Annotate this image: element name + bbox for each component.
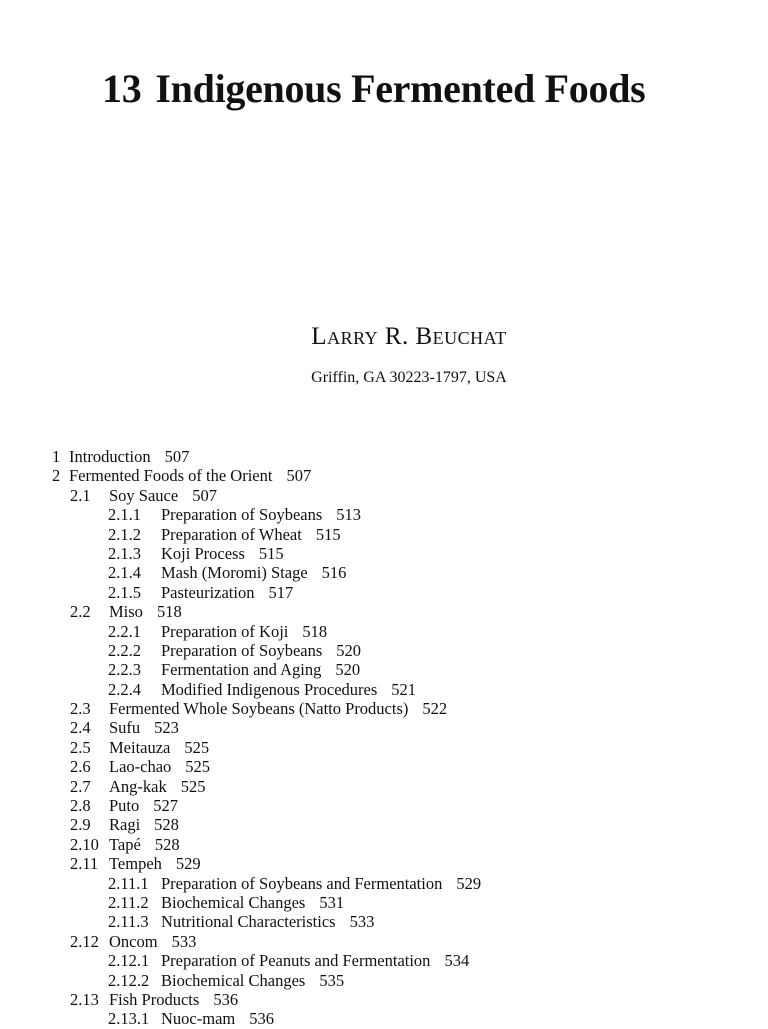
toc-entry-title-text: Preparation of Peanuts and Fermentation <box>161 951 431 971</box>
toc-entry-number: 2.1.1 <box>108 505 141 525</box>
toc-entry-number: 2.8 <box>70 796 91 816</box>
toc-entry-title <box>69 447 189 466</box>
toc-entry-title-text: Preparation of Soybeans <box>161 640 323 660</box>
toc-entry-title-text: Biochemical Changes <box>161 892 306 912</box>
toc-entry <box>0 505 768 524</box>
toc-entry-title <box>161 660 360 679</box>
chapter-title-text: Indigenous Fermented Foods <box>155 65 646 111</box>
toc-entry-number: 2.2.4 <box>108 679 141 699</box>
toc-entry <box>0 932 768 951</box>
toc-entry-number: 2.2.3 <box>108 660 141 680</box>
toc-entry-page: 518 <box>156 602 182 622</box>
author-affiliation: Griffin, GA 30223-1797, USA <box>311 369 507 386</box>
toc-entry-number: 2.3 <box>70 699 91 719</box>
toc-entry-title-text: Preparation of Soybeans <box>161 505 323 525</box>
toc-entry-number: 2.1.5 <box>108 582 141 602</box>
toc-entry-title <box>161 505 361 524</box>
toc-entry <box>0 641 768 660</box>
toc-entry-title <box>109 777 205 796</box>
toc-entry-title-text: Soy Sauce <box>109 485 179 505</box>
toc-entry-number: 2.11 <box>70 854 99 874</box>
toc-entry-title <box>161 874 481 893</box>
toc-entry-title-text: Koji Process <box>161 543 245 563</box>
toc-entry-page: 528 <box>154 815 179 835</box>
toc-entry-title-text: Tapé <box>109 834 141 854</box>
toc-entry-title-text: Pasteurization <box>161 582 255 602</box>
toc-entry <box>0 990 768 1009</box>
toc-entry-title <box>161 893 344 912</box>
toc-entry-title <box>109 815 179 834</box>
toc-entry-title-text: Introduction <box>69 447 151 466</box>
toc-entry-title-text: Modified Indigenous Procedures <box>161 679 378 699</box>
toc-entry-number: 2.2.1 <box>108 621 141 641</box>
toc-entry-page: 536 <box>213 989 239 1009</box>
toc-entry <box>0 777 768 796</box>
toc-entry-page: 536 <box>249 1009 274 1029</box>
toc-entry-title <box>109 835 180 854</box>
toc-entry-number: 2.9 <box>70 815 91 835</box>
toc-entry <box>0 525 768 544</box>
toc-entry <box>0 815 768 834</box>
toc-entry-title-text: Biochemical Changes <box>161 970 306 990</box>
toc-entry-page: 507 <box>164 447 190 466</box>
table-of-contents <box>0 447 768 1029</box>
toc-entry-title-text: Meitauza <box>109 737 171 757</box>
toc-entry-title <box>161 971 344 990</box>
toc-entry-title-text: Preparation of Wheat <box>161 524 302 544</box>
toc-entry-page: 515 <box>258 543 284 563</box>
toc-entry-number: 2.6 <box>70 757 91 777</box>
toc-entry <box>0 622 768 641</box>
toc-entry-number: 2.1.2 <box>108 524 141 544</box>
toc-entry-title <box>109 854 201 873</box>
toc-entry-title-text: Lao-chao <box>109 757 172 777</box>
toc-entry-page: 523 <box>154 718 179 738</box>
toc-entry-title <box>109 699 447 718</box>
toc-entry <box>0 757 768 776</box>
toc-entry-number: 2.2 <box>70 602 91 622</box>
toc-entry-page: 529 <box>456 873 482 893</box>
toc-entry-title <box>109 990 238 1009</box>
toc-entry-title-text: Preparation of Koji <box>161 621 289 641</box>
toc-entry-title <box>161 951 469 970</box>
toc-entry-title <box>109 602 182 621</box>
toc-entry-title <box>161 525 341 544</box>
toc-entry-page: 528 <box>154 834 180 854</box>
toc-entry-title <box>161 583 293 602</box>
toc-entry-number: 2.11.3 <box>108 912 149 932</box>
toc-entry-number: 2.13 <box>70 989 99 1009</box>
toc-entry <box>0 680 768 699</box>
toc-entry-title <box>161 1009 274 1028</box>
toc-entry <box>0 951 768 970</box>
toc-entry-number: 2.7 <box>70 776 91 796</box>
toc-entry <box>0 874 768 893</box>
toc-entry-number: 2.12.2 <box>108 970 150 990</box>
toc-entry-page: 507 <box>286 466 312 486</box>
toc-entry <box>0 544 768 563</box>
toc-entry-number: 2.2.2 <box>108 640 141 660</box>
toc-entry-title-text: Nutritional Characteristics <box>161 912 336 932</box>
toc-entry-title <box>109 796 178 815</box>
toc-entry-title <box>161 641 361 660</box>
toc-entry-title <box>109 486 217 505</box>
toc-entry-number: 1 <box>52 447 61 466</box>
toc-entry-page: 525 <box>184 737 210 757</box>
toc-entry-page: 518 <box>302 621 328 641</box>
toc-entry <box>0 602 768 621</box>
toc-entry-number: 2.12.1 <box>108 951 150 971</box>
toc-entry-number: 2.13.1 <box>108 1009 150 1029</box>
toc-entry-page: 521 <box>391 679 417 699</box>
toc-entry-page: 513 <box>336 505 362 525</box>
toc-entry-title-text: Ang-kak <box>109 776 167 796</box>
toc-entry <box>0 893 768 912</box>
toc-entry <box>0 699 768 718</box>
toc-entry-page: 527 <box>153 796 179 816</box>
toc-entry-page: 534 <box>444 951 470 971</box>
toc-entry <box>0 466 768 485</box>
toc-entry-title <box>109 932 196 951</box>
toc-entry-title <box>109 757 210 776</box>
toc-entry-title-text: Nuoc-mam <box>161 1009 236 1029</box>
toc-entry-page: 522 <box>422 699 448 719</box>
toc-entry-title-text: Puto <box>109 796 140 816</box>
toc-entry <box>0 971 768 990</box>
toc-entry-title-text: Preparation of Soybeans and Fermentation <box>161 873 443 893</box>
toc-entry-title <box>161 680 416 699</box>
toc-entry-page: 515 <box>315 524 341 544</box>
toc-entry-page: 525 <box>185 757 211 777</box>
toc-entry-page: 529 <box>175 854 201 874</box>
toc-entry <box>0 583 768 602</box>
toc-entry <box>0 854 768 873</box>
toc-entry-number: 2.1.3 <box>108 543 141 563</box>
toc-entry <box>0 486 768 505</box>
toc-entry-title-text: Mash (Moromi) Stage <box>161 563 308 583</box>
toc-entry-number: 2 <box>52 466 61 486</box>
toc-entry-number: 2.1 <box>70 485 91 505</box>
toc-entry <box>0 1009 768 1028</box>
toc-entry-page: 507 <box>192 485 217 505</box>
toc-entry-page: 531 <box>319 892 345 912</box>
toc-entry-number: 2.11.1 <box>108 873 149 893</box>
toc-entry-title <box>109 738 209 757</box>
toc-entry-page: 533 <box>349 912 375 932</box>
toc-entry-title-text: Fish Products <box>109 989 200 1009</box>
toc-entry-page: 520 <box>335 660 361 680</box>
toc-entry-page: 516 <box>321 563 347 583</box>
toc-entry <box>0 912 768 931</box>
toc-entry <box>0 718 768 737</box>
toc-entry-number: 2.12 <box>70 931 99 951</box>
toc-entry-title-text: Oncom <box>109 931 158 951</box>
toc-entry <box>0 738 768 757</box>
toc-entry-title-text: Miso <box>109 602 143 622</box>
toc-entry-page: 533 <box>171 931 197 951</box>
toc-entry <box>0 660 768 679</box>
toc-entry-page: 517 <box>268 582 294 602</box>
toc-entry-title-text: Fermentation and Aging <box>161 660 322 680</box>
toc-entry-number: 2.10 <box>70 834 99 854</box>
toc-entry <box>0 835 768 854</box>
toc-entry-number: 2.5 <box>70 737 91 757</box>
toc-entry-number: 2.4 <box>70 718 91 738</box>
toc-entry-number: 2.11.2 <box>108 892 149 912</box>
toc-entry-title <box>161 912 374 931</box>
toc-entry-page: 535 <box>319 970 345 990</box>
author-name: Larry R. Beuchat <box>311 323 507 350</box>
toc-entry-title-text: Fermented Foods of the Orient <box>69 466 273 486</box>
toc-entry-number: 2.1.4 <box>108 563 141 583</box>
toc-entry <box>0 447 768 466</box>
toc-entry-title <box>161 544 284 563</box>
chapter-title <box>102 65 645 112</box>
toc-entry-title <box>161 563 346 582</box>
toc-entry-page: 525 <box>180 776 206 796</box>
toc-entry-title-text: Fermented Whole Soybeans (Natto Products) <box>109 699 409 719</box>
toc-entry-title <box>109 718 179 737</box>
toc-entry <box>0 563 768 582</box>
chapter-number: 13 <box>102 65 142 111</box>
toc-entry-title-text: Tempeh <box>109 854 162 874</box>
toc-entry-title <box>161 622 327 641</box>
toc-entry <box>0 796 768 815</box>
toc-entry-title-text: Ragi <box>109 815 141 835</box>
toc-entry-title <box>69 466 311 485</box>
toc-entry-page: 520 <box>336 640 362 660</box>
toc-entry-title-text: Sufu <box>109 718 141 738</box>
